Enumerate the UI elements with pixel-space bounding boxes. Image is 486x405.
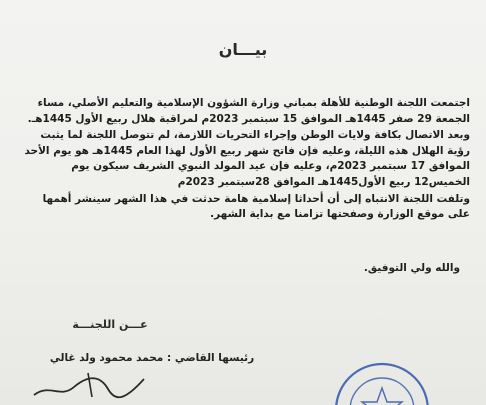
official-stamp [322, 360, 442, 405]
chair-name-line: رئيسها القاضي : محمد محمود ولد غالي [49, 352, 255, 364]
paragraph-decision: وبعد الاتصال بكافة ولايات الوطن وإجراء التحريات اللازمة، لم تتوصل اللجنة لما يثبت رؤية الهلال هذه الليلة، وعليه فإن فاتح شهر ربيع الأول لهذا العام 1445هـ هو يوم الأحد الموافق 17 سبتمبر 2023م، وعليه فإن عيد المولد النبوي الشريف سيكون يوم الخميس12 ربيع الأول1445هـ الموافق 28سبتمبر 2023م [24, 129, 470, 188]
handwritten-signature [30, 365, 150, 405]
document-body [22, 96, 470, 224]
paragraph-meeting: اجتمعت اللجنة الوطنية للأهلة بمباني وزارة الشؤون الإسلامية والتعليم الأصلي، مساء الجمعة 29 صفر 1445هـ الموافق 15 سبتمبر 2023م لمراقبة هلال ربيع الأول 1445هـ. [27, 97, 470, 125]
paragraph-notice: وتلفت اللجنة الانتباه إلى أن أحداثا إسلامية هامة حدثت في هذا الشهر سينشر أهمها على موقع الوزارة وصفحتها تزامنا مع بداية الشهر. [42, 192, 470, 221]
signer-heading: عـــن اللجنـــة [72, 318, 148, 331]
closing-line: والله ولي التوفيق. [363, 262, 460, 274]
document-title: بيـــان [218, 40, 268, 59]
